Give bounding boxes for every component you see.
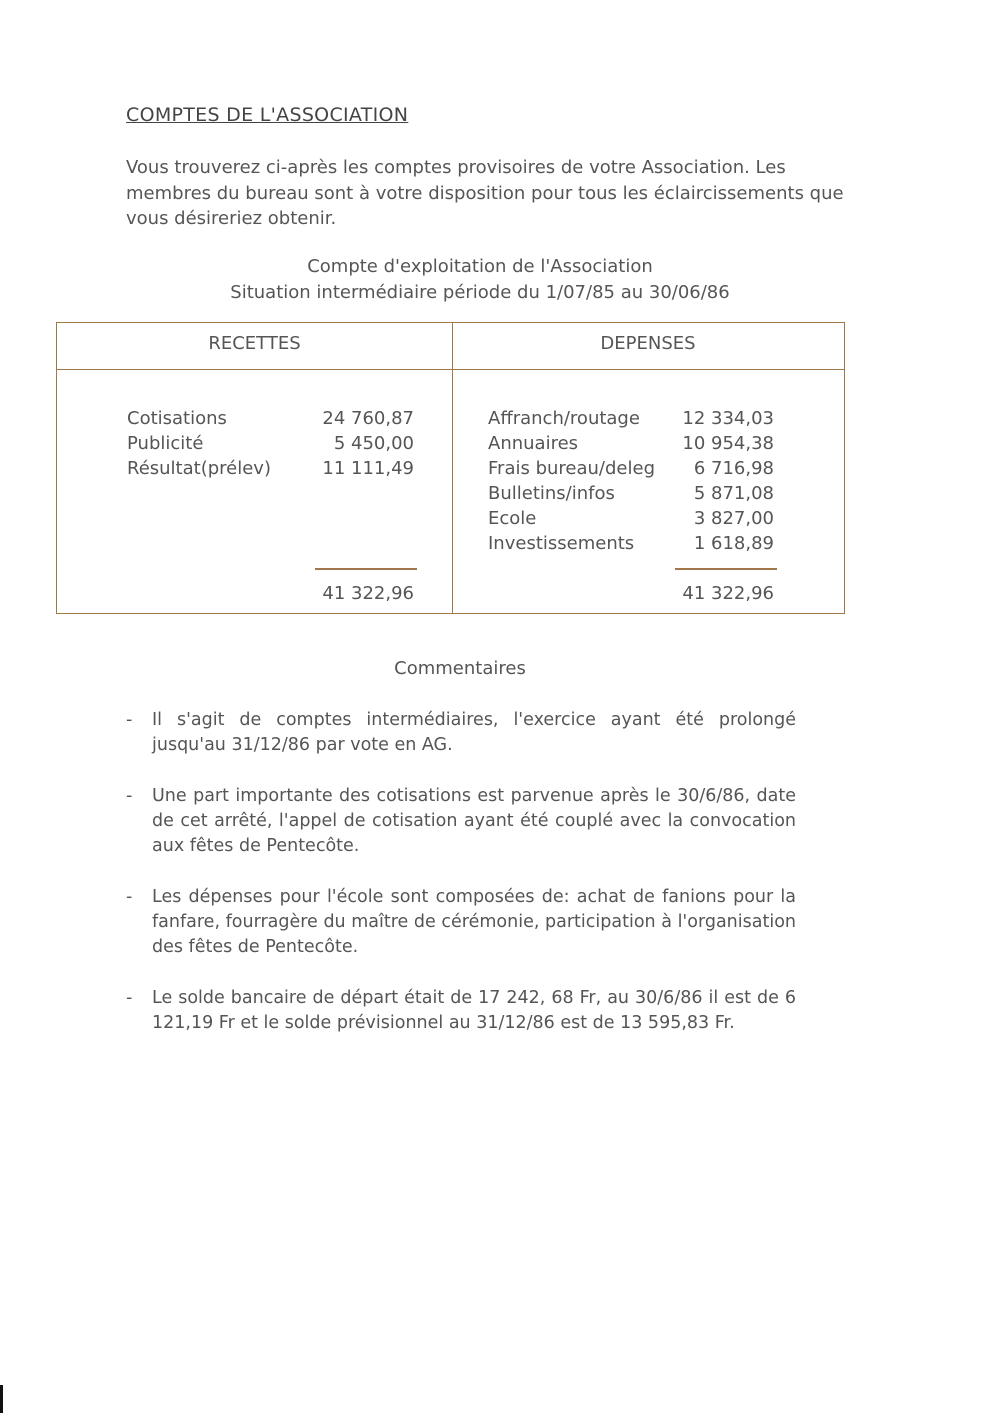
document-title: COMPTES DE L'ASSOCIATION (126, 104, 409, 126)
bullet-dash: - (126, 887, 133, 907)
row-value: 5 450,00 (333, 433, 414, 454)
row-label: Annuaires (488, 433, 579, 454)
row-label: Frais bureau/deleg (488, 458, 655, 479)
comment-item (126, 708, 796, 758)
recettes-total: 41 322,96 (322, 583, 414, 604)
recettes-row (127, 458, 414, 483)
comment-text: Le solde bancaire de départ était de 17 242, 68 Fr, au 30/6/86 il est de 6 121,19 Fr et le solde prévisionnel au 31/12/86 est de 13 595,83 Fr. (152, 988, 796, 1033)
row-label: Ecole (488, 508, 537, 529)
comment-item (126, 885, 796, 960)
depenses-row (488, 408, 774, 433)
row-label: Résultat(prélev) (127, 458, 271, 479)
depenses-row (488, 483, 774, 508)
depenses-row (488, 508, 774, 533)
row-value: 1 618,89 (693, 533, 774, 554)
account-title: Compte d'exploitation de l'Association (307, 256, 653, 277)
row-value: 24 760,87 (322, 408, 414, 429)
bullet-dash: - (126, 988, 133, 1008)
column-divider (452, 323, 453, 613)
row-value: 12 334,03 (682, 408, 774, 429)
recettes-row (127, 408, 414, 433)
row-label: Affranch/routage (488, 408, 640, 429)
header-recettes: RECETTES (208, 333, 301, 354)
header-depenses: DEPENSES (600, 333, 696, 354)
depenses-row (488, 433, 774, 458)
recettes-total-rule (315, 568, 417, 570)
depenses-total: 41 322,96 (682, 583, 774, 604)
account-period: Situation intermédiaire période du 1/07/85 au 30/06/86 (230, 282, 730, 303)
depenses-row (488, 458, 774, 483)
bullet-dash: - (126, 786, 133, 806)
intro-paragraph: Vous trouverez ci-après les comptes provisoires de votre Association. Les membres du bureau sont à votre disposition pour tous les éclaircissements que vous désireriez obtenir. (126, 157, 844, 229)
recettes-row (127, 433, 414, 458)
row-label: Investissements (488, 533, 635, 554)
row-label: Bulletins/infos (488, 483, 615, 504)
comments-title: Commentaires (394, 658, 526, 679)
comment-text: Il s'agit de comptes intermédiaires, l'exercice ayant été prolongé jusqu'au 31/12/86 par vote en AG. (152, 710, 796, 755)
row-value: 3 827,00 (693, 508, 774, 529)
accounts-table (56, 322, 845, 614)
row-value: 5 871,08 (693, 483, 774, 504)
row-value: 11 111,49 (322, 458, 414, 479)
scan-edge-mark (0, 1385, 3, 1413)
depenses-total-rule (675, 568, 777, 570)
row-value: 6 716,98 (693, 458, 774, 479)
comment-item (126, 784, 796, 859)
comment-text: Une part importante des cotisations est parvenue après le 30/6/86, date de cet arrêté, l'appel de cotisation ayant été couplé avec la convocation aux fêtes de Pentecôte. (152, 786, 796, 856)
header-divider (57, 369, 844, 370)
comment-text: Les dépenses pour l'école sont composées de: achat de fanions pour la fanfare, fourragère du maître de cérémonie, participation à l'organisation des fêtes de Pentecôte. (152, 887, 796, 957)
bullet-dash: - (126, 710, 133, 730)
row-value: 10 954,38 (682, 433, 774, 454)
row-label: Cotisations (127, 408, 227, 429)
depenses-row (488, 533, 774, 558)
comment-item (126, 986, 796, 1036)
row-label: Publicité (127, 433, 204, 454)
